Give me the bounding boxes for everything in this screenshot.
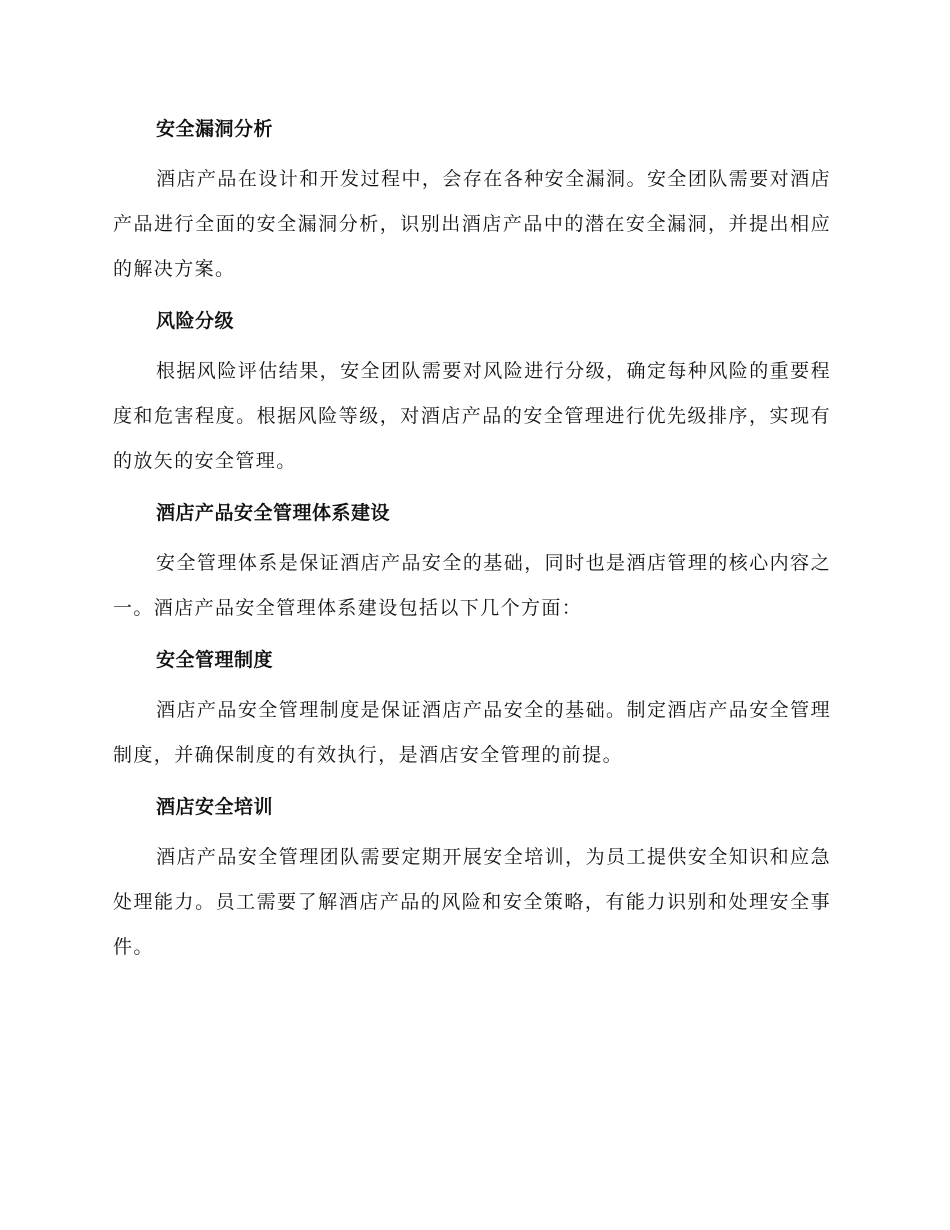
section-heading-security-system: 酒店产品安全管理体系建设 <box>156 502 391 524</box>
section-heading-risk-grading: 风险分级 <box>156 310 235 332</box>
section-paragraph-risk-grading: 根据风险评估结果，安全团队需要对风险进行分级，确定每种风险的重要程度和危害程度。根据风险等级，对酒店产品的安全管理进行优先级排序，实现有的放矢的安全管理。 <box>113 360 831 472</box>
section-heading-vulnerability-analysis: 安全漏洞分析 <box>156 118 274 140</box>
section-paragraph-vulnerability-analysis: 酒店产品在设计和开发过程中，会存在各种安全漏洞。安全团队需要对酒店产品进行全面的安全漏洞分析，识别出酒店产品中的潜在安全漏洞，并提出相应的解决方案。 <box>113 168 831 280</box>
section-paragraph-security-system: 安全管理体系是保证酒店产品安全的基础，同时也是酒店管理的核心内容之一。酒店产品安全管理体系建设包括以下几个方面： <box>113 552 831 619</box>
section-paragraph-security-training: 酒店产品安全管理团队需要定期开展安全培训，为员工提供安全知识和应急处理能力。员工需要了解酒店产品的风险和安全策略，有能力识别和处理安全事件。 <box>113 846 831 958</box>
document-body <box>113 112 831 970</box>
section-paragraph-security-rules: 酒店产品安全管理制度是保证酒店产品安全的基础。制定酒店产品安全管理制度，并确保制度的有效执行，是酒店安全管理的前提。 <box>113 699 831 766</box>
section-heading-security-rules: 安全管理制度 <box>156 649 274 671</box>
section-heading-security-training: 酒店安全培训 <box>156 796 274 818</box>
